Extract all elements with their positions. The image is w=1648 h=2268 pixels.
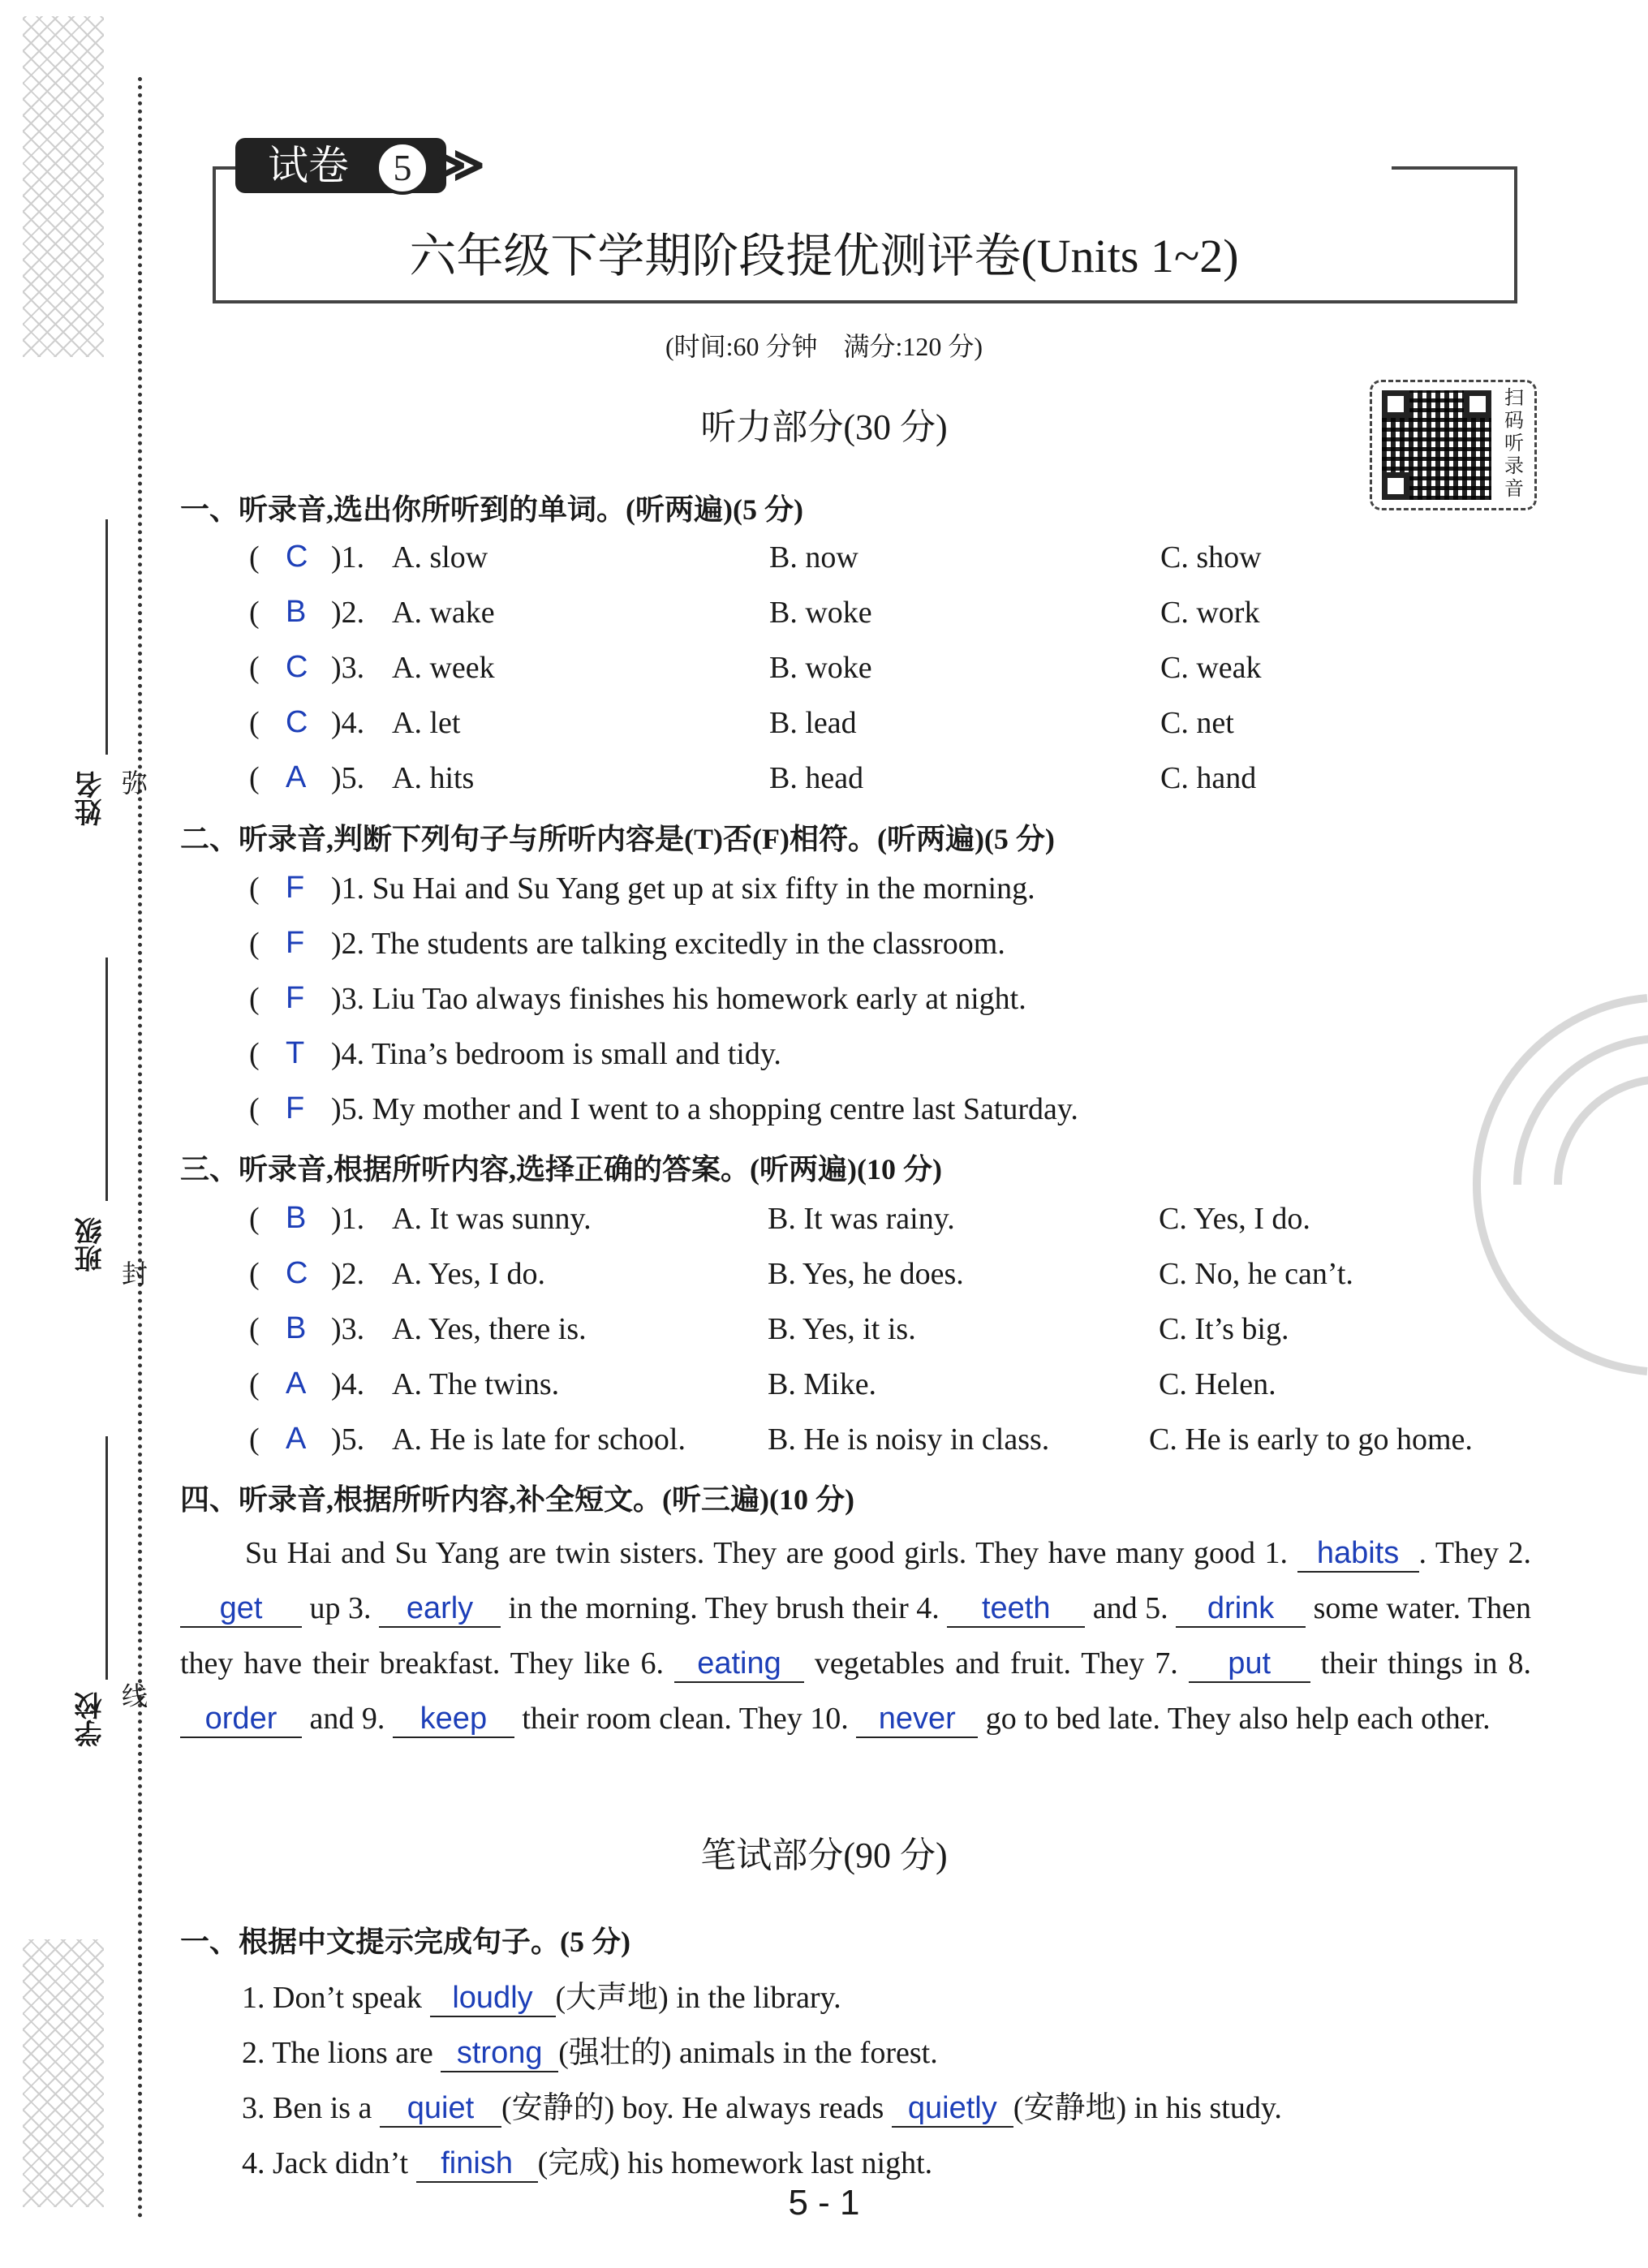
- written-blank-2[interactable]: strong: [441, 2035, 558, 2072]
- blank-4[interactable]: teeth: [947, 1590, 1085, 1628]
- tf-answer-1[interactable]: F: [286, 871, 305, 905]
- choice-answer-2[interactable]: C: [286, 1256, 308, 1290]
- written-blank-1[interactable]: loudly: [430, 1980, 556, 2017]
- page-number: 5 - 1: [788, 2183, 860, 2223]
- emblem-watermark-icon: [1444, 966, 1648, 1404]
- class-line[interactable]: [105, 958, 108, 1201]
- cloze-passage: Su Hai and Su Yang are twin sisters. They are good girls. They have many good 1. habits . They 2. get up 3. early in the morning. They brush their 4. teeth and 5. drink some water. Then they have their breakfast. They like 6. eating vegetables and fruit. They 7. put their things in 8. order and 9. keep their room clean. They 10. never go to bed late. They also help each other.: [180, 1526, 1531, 1746]
- class-label: 班级: [76, 1217, 106, 1272]
- name-label: 姓名: [76, 771, 106, 826]
- written-blank-5[interactable]: finish: [416, 2145, 538, 2183]
- choice-answer-5[interactable]: A: [286, 1422, 307, 1456]
- school-label: 学校: [76, 1692, 106, 1747]
- tf-answer-5[interactable]: F: [286, 1091, 305, 1125]
- choice-answer-1[interactable]: B: [286, 1201, 307, 1235]
- bottom-hatch-pattern: [23, 1939, 104, 2207]
- choice-answer-4[interactable]: A: [286, 1366, 307, 1401]
- answer-5[interactable]: A: [286, 760, 307, 794]
- side-char-mi: 弥: [122, 768, 148, 798]
- answer-1[interactable]: C: [286, 540, 308, 574]
- badge-number: 5: [376, 141, 429, 195]
- blank-7[interactable]: put: [1189, 1646, 1310, 1683]
- blank-5[interactable]: drink: [1176, 1590, 1306, 1628]
- tf-answer-4[interactable]: T: [286, 1036, 305, 1070]
- top-hatch-pattern: [23, 16, 104, 357]
- side-char-feng: 封: [122, 1259, 148, 1289]
- school-line[interactable]: [105, 1436, 108, 1680]
- answer-4[interactable]: C: [286, 705, 308, 739]
- sentence-4: 4. Jack didn’t finish (完成) his homework last night.: [242, 2137, 932, 2183]
- choice-answer-3[interactable]: B: [286, 1311, 307, 1345]
- name-line[interactable]: [105, 519, 108, 755]
- listening-section-title: 听力部分(30 分): [700, 407, 948, 447]
- written-blank-3[interactable]: quiet: [380, 2090, 501, 2128]
- blank-10[interactable]: never: [856, 1701, 978, 1738]
- answer-3[interactable]: C: [286, 650, 308, 684]
- sentence-3: 3. Ben is a quiet (安静的) boy. He always reads quietly (安静地) in his study.: [242, 2082, 1282, 2128]
- page-title: 六年级下学期阶段提优测评卷(Units 1~2): [409, 230, 1239, 282]
- badge-label: 试卷: [268, 143, 349, 188]
- written-section-title: 笔试部分(90 分): [700, 1835, 948, 1875]
- blank-1[interactable]: habits: [1297, 1535, 1419, 1573]
- part1-heading: 一、听录音,选出你所听到的单词。(听两遍)(5 分): [180, 493, 803, 526]
- blank-3[interactable]: early: [379, 1590, 501, 1628]
- blank-6[interactable]: eating: [674, 1646, 804, 1683]
- part4-heading: 四、听录音,根据所听内容,补全短文。(听三遍)(10 分): [180, 1483, 854, 1516]
- sentence-1: 1. Don’t speak loudly (大声地) in the library.: [242, 1972, 841, 2017]
- part3-heading: 三、听录音,根据所听内容,选择正确的答案。(听两遍)(10 分): [180, 1153, 942, 1186]
- chevron-icon: ≫: [434, 138, 485, 192]
- part2-heading: 二、听录音,判断下列句子与所听内容是(T)否(F)相符。(听两遍)(5 分): [180, 823, 1055, 855]
- sentence-2: 2. The lions are strong (强壮的) animals in the forest.: [242, 2027, 938, 2072]
- tf-answer-3[interactable]: F: [286, 981, 305, 1015]
- exam-info: (时间:60 分钟 满分:120 分): [665, 332, 983, 361]
- blank-8[interactable]: order: [180, 1701, 302, 1738]
- written-part1-heading: 一、根据中文提示完成句子。(5 分): [180, 1926, 630, 1958]
- qr-caption: 扫 码 听 录 音: [1504, 388, 1524, 500]
- blank-9[interactable]: keep: [393, 1701, 514, 1738]
- tf-answer-2[interactable]: F: [286, 926, 305, 960]
- blank-2[interactable]: get: [180, 1590, 302, 1628]
- side-char-xian: 线: [122, 1681, 148, 1711]
- written-blank-4[interactable]: quietly: [892, 2090, 1013, 2128]
- answer-2[interactable]: B: [286, 595, 307, 629]
